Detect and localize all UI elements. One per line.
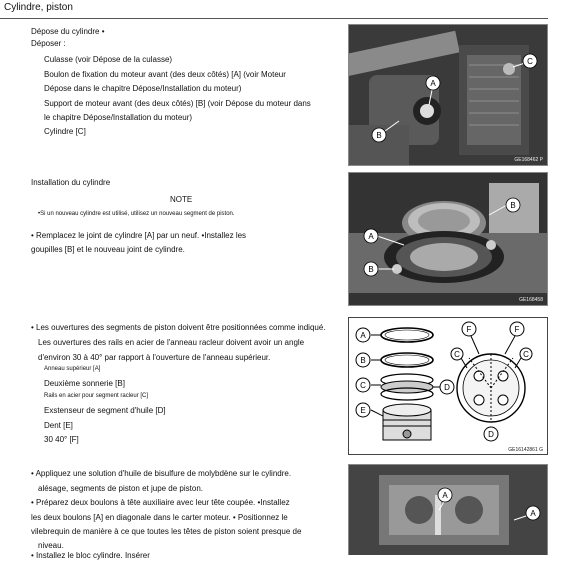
- section3-line: • Les ouvertures des segments de piston doivent être positionnées comme indiqué.: [31, 323, 326, 332]
- fig3-label-f2: F: [514, 325, 520, 334]
- item-angle: 30 40° [F]: [44, 435, 79, 444]
- section1-subtitle: Déposer :: [31, 39, 66, 48]
- fig2-label-a: A: [368, 232, 374, 241]
- item-oil-expander: Exstenseur de segment d'huile [D]: [44, 406, 166, 415]
- fig4-label-a2: A: [530, 509, 536, 518]
- section4-line: niveau.: [38, 541, 64, 550]
- section4-line: • Appliquez une solution d'huile de bisulfure de molybdène sur le cylindre.: [31, 469, 292, 478]
- fig1-label-a: A: [430, 79, 436, 88]
- fig3-label-c: C: [360, 381, 366, 390]
- fig3-label-b: B: [360, 356, 366, 365]
- fig4-label-a1: A: [442, 491, 448, 500]
- section1-line: Culasse (voir Dépose de la culasse): [44, 55, 173, 64]
- section4-line: • Installez le bloc cylindre. Insérer: [31, 551, 150, 560]
- fig3-label-d2: D: [488, 430, 494, 439]
- section2-bullet: • Remplacez le joint de cylindre [A] par un neuf. •Installez les: [31, 231, 247, 240]
- piston-ring-diagram: [348, 317, 548, 455]
- fig3-code: GE16142861 G: [508, 447, 543, 453]
- item-steel-rails: Rails en acier pour segment racleur [C]: [44, 393, 149, 399]
- section3-line: Les ouvertures des rails en acier de l'anneau racleur doivent avoir un angle: [38, 338, 305, 347]
- item-top-ring: Anneau supérieur [A]: [44, 366, 101, 372]
- section1-line: Support de moteur avant (des deux côtés) [B] (voir Dépose du moteur dans: [44, 99, 311, 108]
- fig1-code: GE168462 P: [514, 157, 543, 163]
- section2-title: Installation du cylindre: [31, 178, 111, 187]
- item-second-ring: Deuxième sonnerie [B]: [44, 379, 125, 388]
- section4-line: • Préparez deux boulons à tête auxiliaire avec leur tête coupée. •Installez: [31, 498, 290, 507]
- note-text: •Si un nouveau cylindre est utilisé, utilisez un nouveau segment de piston.: [38, 211, 235, 217]
- fig2-label-b: B: [510, 201, 516, 210]
- section4-line: les deux boulons [A] en diagonale dans le carter moteur. • Positionnez le: [31, 513, 288, 522]
- header-rule: [0, 18, 548, 19]
- note-heading: NOTE: [170, 195, 193, 204]
- section1-line: Dépose dans le chapitre Dépose/Installation du moteur): [44, 84, 242, 93]
- section4-line: alésage, segments de piston et jupe de piston.: [38, 484, 203, 493]
- section1-line: Boulon de fixation du moteur avant (des deux côtés) [A] (voir Moteur: [44, 70, 286, 79]
- fig3-label-c1: C: [454, 350, 460, 359]
- fig2-label-b2: B: [368, 265, 374, 274]
- section4-line: vilebrequin de manière à ce que toutes les têtes de piston soient presque de: [31, 527, 302, 536]
- section1-title: Dépose du cylindre •: [31, 27, 105, 36]
- page-header-title: Cylindre, piston: [4, 2, 73, 13]
- cylinder-removal-photo: [348, 24, 548, 166]
- section1-line: Cylindre [C]: [44, 127, 86, 136]
- fig1-label-c: C: [527, 57, 533, 66]
- fig3-label-d: D: [444, 383, 450, 392]
- item-tooth: Dent [E]: [44, 421, 73, 430]
- fig3-label-e: E: [360, 406, 366, 415]
- cylinder-block-photo: [348, 464, 548, 555]
- fig2-code: GE168458: [519, 297, 543, 303]
- section2-bullet-cont: goupilles [B] et le nouveau joint de cylindre.: [31, 245, 185, 254]
- section3-line: d'environ 30 à 40° par rapport à l'ouverture de l'anneau supérieur.: [38, 353, 271, 362]
- cylinder-install-photo: [348, 172, 548, 306]
- fig3-label-c2: C: [523, 350, 529, 359]
- section1-line: le chapitre Dépose/Installation du moteur): [44, 113, 193, 122]
- fig1-label-b: B: [376, 131, 382, 140]
- fig3-label-f1: F: [466, 325, 472, 334]
- fig3-label-a: A: [360, 331, 366, 340]
